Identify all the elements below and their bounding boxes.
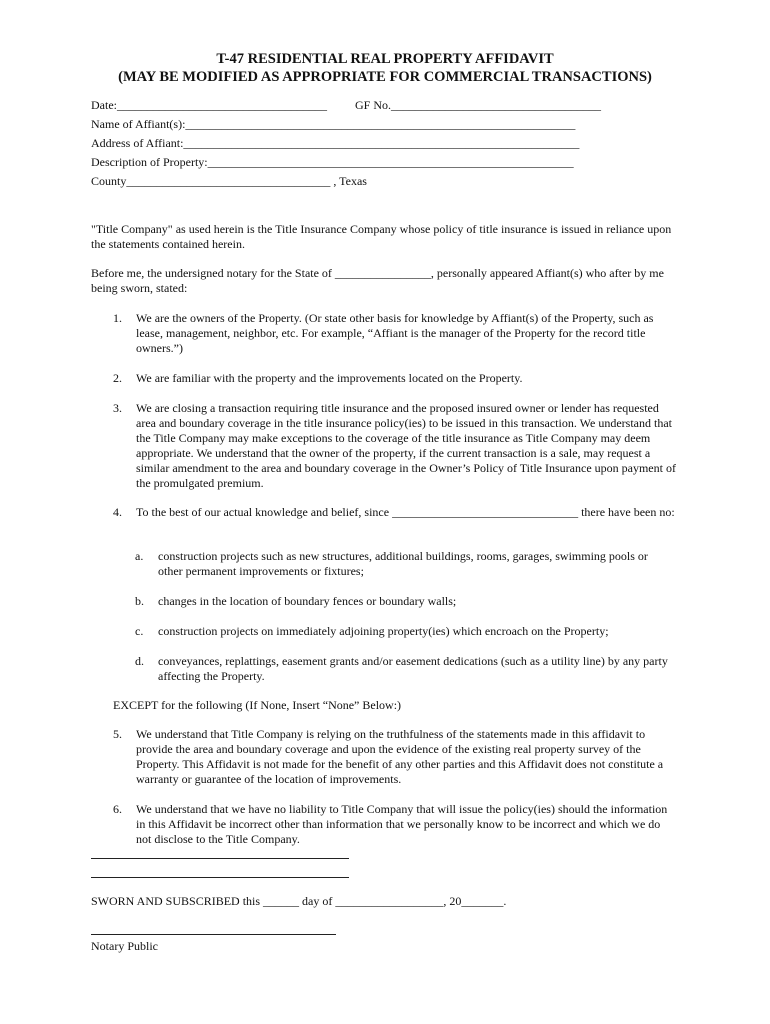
sub-item-letter: c.	[135, 624, 144, 638]
affiant-signature-line-1[interactable]	[91, 858, 349, 859]
title-company-definition: "Title Company" as used herein is the Title Insurance Company whose policy of title insurance is issued in reliance upon the statements contained herein.	[91, 222, 672, 251]
notary-signature-line[interactable]	[91, 934, 336, 935]
sub-item-letter: b.	[135, 594, 144, 608]
item-text: We understand that Title Company is relying on the truthfulness of the statements made in this affidavit to provide the area and boundary coverage and upon the evidence of the existing real property survey of the Property. This Affidavit is not made for the benefit of any other parties and this Affidavit does not constitute a warranty or guarantee of the location of improvements.	[136, 727, 664, 786]
sub-item-letter: a.	[135, 549, 144, 563]
item-text: We understand that we have no liability to Title Company that will issue the policy(ies) should the information in this Affidavit be incorrect other than information that we personally know to be incorrect and which we do not disclose to the Title Company.	[136, 802, 668, 846]
county-field[interactable]: County__________________________________ , Texas	[91, 174, 367, 188]
document-title: T-47 RESIDENTIAL REAL PROPERTY AFFIDAVIT	[216, 51, 554, 67]
affiant-name-field[interactable]: Name of Affiant(s):_________________________________________________________________	[91, 117, 576, 131]
sub-item-text: construction projects such as new structures, additional buildings, rooms, garages, swimming pools or other permanent improvements or fixtures;	[158, 549, 648, 578]
affiant-address-field[interactable]: Address of Affiant:__________________________________________________________________	[91, 136, 580, 150]
item-text: We are the owners of the Property. (Or state other basis for knowledge by Affiant(s) of the Property, such as lease, management, neighbor, etc. For example, “Affiant is the manager of the Property for the record title owners.”)	[136, 311, 654, 355]
item-number: 5.	[113, 727, 122, 741]
document-subtitle: (MAY BE MODIFIED AS APPROPRIATE FOR COMMERCIAL TRANSACTIONS)	[118, 69, 652, 85]
property-description-field[interactable]: Description of Property:_____________________________________________________________	[91, 155, 574, 169]
notary-statement: Before me, the undersigned notary for the State of ________________, personally appeared Affiant(s) who after by me being sworn, stated:	[91, 266, 664, 295]
item-text: To the best of our actual knowledge and belief, since _______________________________ there have been no:	[136, 505, 675, 519]
sub-item-text: conveyances, replattings, easement grants and/or easement dedications (such as a utility line) by any party affecting the Property.	[158, 654, 668, 683]
item-number: 1.	[113, 311, 122, 325]
notary-public-label: Notary Public	[91, 939, 158, 953]
date-field[interactable]: Date:___________________________________	[91, 98, 327, 112]
sub-item-text: construction projects on immediately adjoining property(ies) which encroach on the Property;	[158, 624, 609, 638]
sub-item-letter: d.	[135, 654, 144, 668]
sworn-subscribed-statement[interactable]: SWORN AND SUBSCRIBED this ______ day of __________________, 20_______.	[91, 894, 507, 908]
gf-number-field[interactable]: GF No.___________________________________	[355, 98, 602, 112]
item-number: 3.	[113, 401, 122, 415]
item-number: 6.	[113, 802, 122, 816]
item-text: We are familiar with the property and the improvements located on the Property.	[136, 371, 523, 385]
affiant-signature-line-2[interactable]	[91, 877, 349, 878]
sub-item-text: changes in the location of boundary fences or boundary walls;	[158, 594, 457, 608]
item-number: 2.	[113, 371, 122, 385]
item-number: 4.	[113, 505, 122, 519]
item-text: We are closing a transaction requiring title insurance and the proposed insured owner or lender has requested area and boundary coverage in the title insurance policy(ies) to be issued in this transaction. We understand that the Title Company may make exceptions to the coverage of the title insurance as Title Company may deem appropriate. We understand that the owner of the property, if the current transaction is a sale, may request a similar amendment to the area and boundary coverage in the Owner’s Policy of Title Insurance upon payment of the promulgated premium.	[136, 401, 676, 490]
except-clause: EXCEPT for the following (If None, Insert “None” Below:)	[113, 698, 402, 712]
